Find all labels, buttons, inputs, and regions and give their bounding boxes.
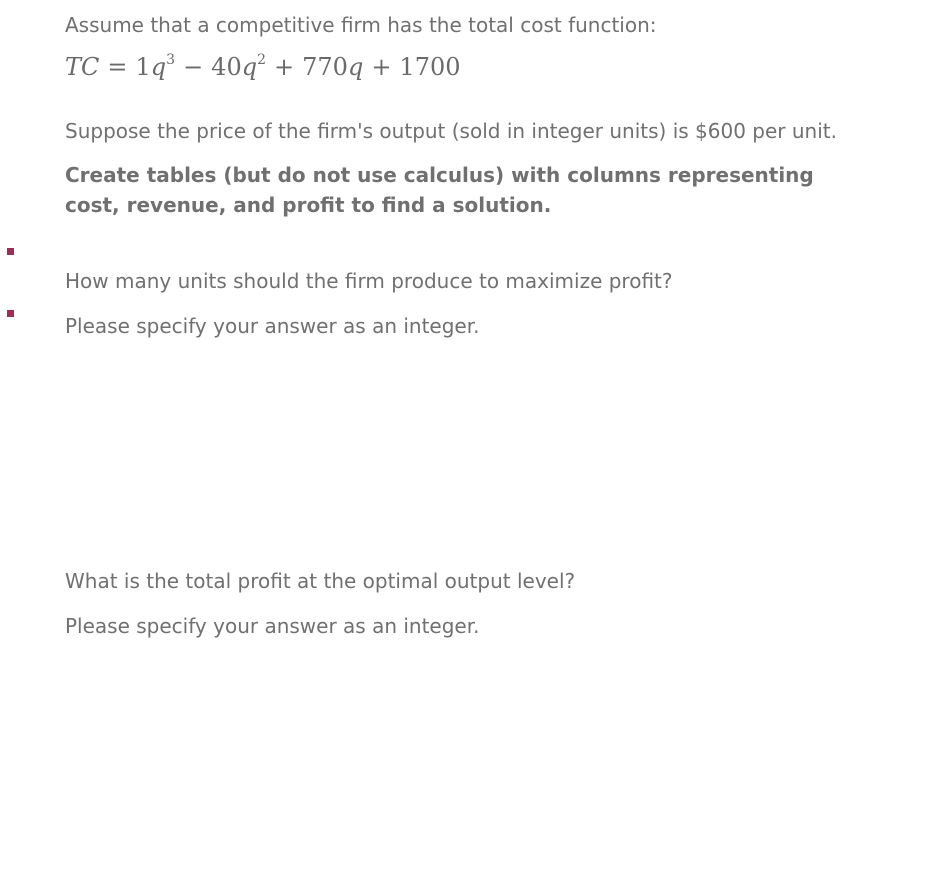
formula-var-1: q (150, 53, 167, 81)
formula-coef-3: 770 (302, 53, 348, 81)
formula-equals: = (107, 53, 128, 81)
formula-op-2: + (274, 53, 295, 81)
question-marker (7, 248, 14, 255)
formula-const: 1700 (399, 53, 461, 81)
formula-var-3: q (347, 53, 364, 81)
question-marker (7, 310, 14, 317)
formula-coef-2: 40 (211, 53, 242, 81)
cost-function-formula (65, 53, 461, 81)
question-2-prompt: What is the total profit at the optimal output level? (65, 569, 576, 593)
formula-exp-2: 2 (257, 52, 267, 68)
instruction-text: Create tables (but do not use calculus) with columns representing cost, revenue, and profit to find a solution. (65, 163, 814, 217)
formula-lhs: TC (65, 53, 100, 81)
formula-coef-1: 1 (135, 53, 151, 81)
question-2-spec: Please specify your answer as an integer. (65, 614, 480, 638)
price-statement: Suppose the price of the firm's output (sold in integer units) is $600 per unit. (65, 119, 837, 143)
question-1-prompt: How many units should the firm produce to maximize profit? (65, 269, 673, 293)
formula-op-3: + (371, 53, 392, 81)
formula-exp-1: 3 (166, 52, 176, 68)
formula-var-2: q (241, 53, 258, 81)
question-1-spec: Please specify your answer as an integer. (65, 314, 480, 338)
formula-op-1: − (183, 53, 204, 81)
intro-text: Assume that a competitive firm has the total cost function: (65, 13, 657, 37)
